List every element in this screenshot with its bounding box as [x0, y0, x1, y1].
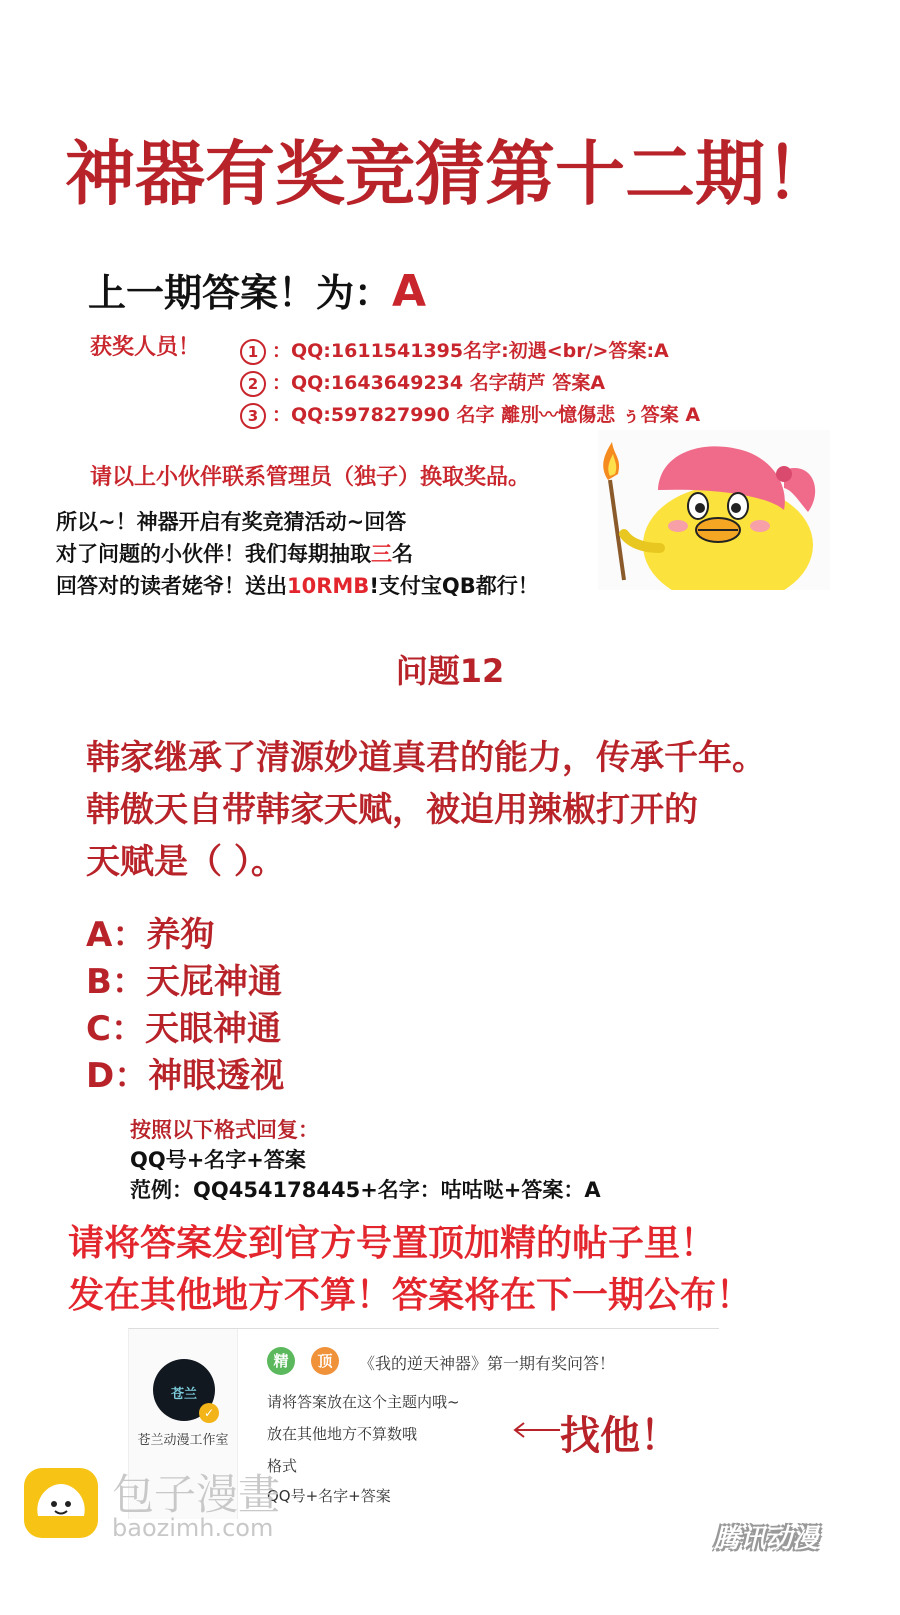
avatar-text: 苍兰 [170, 1387, 197, 1402]
question-line: 韩家继承了清源妙道真君的能力，传承千年。 [86, 738, 766, 778]
winner-row [240, 336, 669, 365]
previous-answer-value: A [392, 266, 427, 317]
option-c: C：天眼神通 [86, 1009, 281, 1049]
format-example: 范例：QQ454178445+名字：咕咕哒+答案：A [130, 1178, 601, 1202]
watermark-url: baozimh.com [112, 1514, 274, 1542]
tencent-watermark: 腾讯动漫 [714, 1524, 819, 1554]
winner-text: ：QQ:1643649234 名字葫芦 答案A [272, 372, 606, 394]
submit-line: 请将答案发到官方号置顶加精的帖子里！ [68, 1223, 717, 1264]
watermark-name: 包子漫畫 [112, 1470, 281, 1519]
question-line: 韩傲天自带韩家天赋，被迫用辣椒打开的 [86, 790, 698, 830]
option-a: A：养狗 [86, 915, 215, 955]
question-line: 天赋是（ ）。 [86, 842, 285, 882]
submit-line: 发在其他地方不算！答案将在下一期公布！ [68, 1275, 753, 1316]
forum-post-line: 放在其他地方不算数哦 [267, 1425, 418, 1443]
question-number: 问题12 [395, 652, 505, 690]
verified-icon: ✓ [199, 1403, 219, 1423]
avatar [153, 1359, 215, 1421]
forum-post-line: 请将答案放在这个主题内哦~ [267, 1393, 460, 1411]
forum-post-line: 格式 [267, 1457, 298, 1475]
forum-post-title[interactable]: 《我的逆天神器》第一期有奖问答！ [359, 1354, 616, 1373]
previous-answer-label: 上一期答案！为： [88, 271, 393, 315]
winner-number: 2 [240, 371, 266, 397]
previous-answer [88, 262, 426, 317]
winners-label: 获奖人员！ [90, 335, 201, 360]
option-d: D：神眼透视 [86, 1056, 285, 1096]
format-pattern: QQ号+名字+答案 [130, 1148, 306, 1172]
winner-row [240, 400, 700, 429]
winner-number: 3 [240, 403, 266, 429]
winner-text: ：QQ:1611541395名字:初遇<br/>答案:A [272, 340, 669, 362]
promo-line: 对了问题的小伙伴！我们每期抽取三名 [56, 542, 413, 566]
format-header: 按照以下格式回复： [130, 1118, 319, 1142]
reply-format [130, 1115, 601, 1205]
duck-mascot-image [598, 430, 830, 590]
badge-ding: 顶 [311, 1347, 339, 1375]
badge-jing: 精 [267, 1347, 295, 1375]
question-text [86, 732, 766, 888]
winner-text: ：QQ:597827990 名字 離別〰憶傷悲 ぅ答案 A [272, 404, 701, 426]
option-b: B：天屁神通 [86, 962, 282, 1002]
baozi-logo-icon [24, 1468, 98, 1538]
answer-options [86, 912, 284, 1100]
promo-line: 回答对的读者姥爷！送出10RMB!支付宝QB都行！ [56, 574, 539, 598]
arrow-left-icon [512, 1420, 562, 1440]
find-him-label: 找他！ [560, 1413, 680, 1459]
promo-text [56, 506, 539, 602]
forum-author-name: 苍兰动漫工作室 [137, 1433, 229, 1448]
contact-note: 请以上小伙伴联系管理员（独子）换取奖品。 [90, 465, 531, 490]
page-title: 神器有奖竞猜第十二期！ [65, 133, 835, 215]
submit-instructions [68, 1218, 752, 1322]
winner-row [240, 368, 605, 397]
promo-line: 所以~！神器开启有奖竞猜活动~回答 [56, 510, 407, 534]
winner-number: 1 [240, 339, 266, 365]
forum-post-line: QQ号+名字+答案 [267, 1487, 391, 1505]
